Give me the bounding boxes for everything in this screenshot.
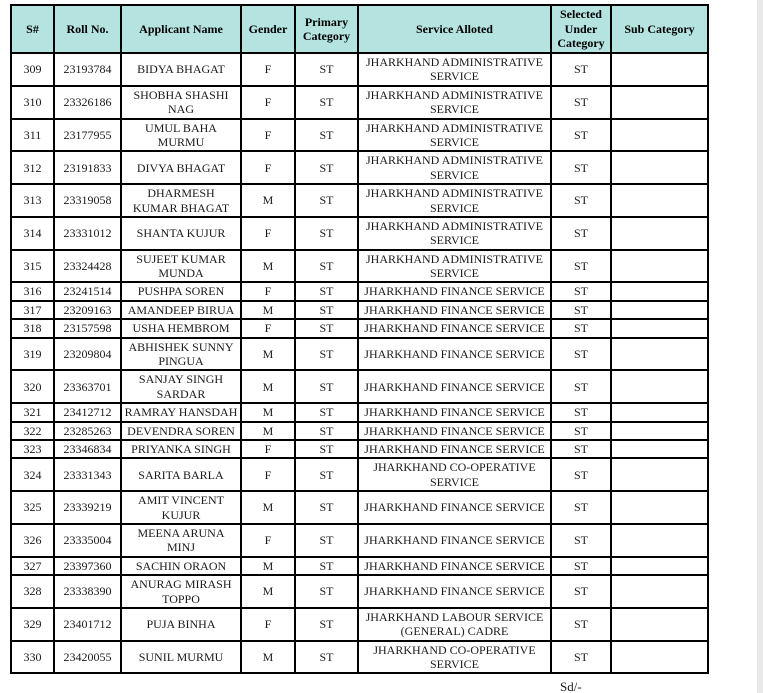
table-cell: ST <box>295 608 358 641</box>
results-table <box>10 4 709 674</box>
table-cell: ST <box>295 319 358 337</box>
column-header: S# <box>11 5 54 53</box>
table-cell: ST <box>551 370 611 403</box>
table-cell: ST <box>551 282 611 300</box>
table-row <box>11 282 708 300</box>
table-cell: JHARKHAND FINANCE SERVICE <box>358 282 551 300</box>
table-cell: JHARKHAND ADMINISTRATIVE SERVICE <box>358 53 551 86</box>
table-cell: BIDYA BHAGAT <box>121 53 241 86</box>
table-cell: JHARKHAND ADMINISTRATIVE SERVICE <box>358 184 551 217</box>
table-cell: 23177955 <box>54 119 121 152</box>
table-cell: AMIT VINCENT KUJUR <box>121 491 241 524</box>
table-cell <box>611 184 708 217</box>
table-cell: ST <box>295 282 358 300</box>
table-cell: JHARKHAND FINANCE SERVICE <box>358 403 551 421</box>
table-cell: ST <box>295 86 358 119</box>
column-header: Applicant Name <box>121 5 241 53</box>
table-row <box>11 301 708 319</box>
table-cell <box>611 217 708 250</box>
table-cell: ANURAG MIRASH TOPPO <box>121 575 241 608</box>
table-cell: M <box>241 575 295 608</box>
table-cell: 23193784 <box>54 53 121 86</box>
table-cell: PUJA BINHA <box>121 608 241 641</box>
table-cell: PRIYANKA SINGH <box>121 440 241 458</box>
table-cell: ST <box>551 217 611 250</box>
table-cell: ST <box>551 491 611 524</box>
table-row <box>11 557 708 575</box>
table-cell: M <box>241 403 295 421</box>
table-cell: 309 <box>11 53 54 86</box>
table-cell: F <box>241 440 295 458</box>
table-cell: 23324428 <box>54 250 121 283</box>
table-cell: 317 <box>11 301 54 319</box>
table-row <box>11 151 708 184</box>
table-cell: JHARKHAND FINANCE SERVICE <box>358 440 551 458</box>
table-cell: M <box>241 184 295 217</box>
table-cell <box>611 557 708 575</box>
table-cell: JHARKHAND FINANCE SERVICE <box>358 319 551 337</box>
table-cell <box>611 86 708 119</box>
table-cell: ST <box>295 151 358 184</box>
table-cell: ST <box>551 557 611 575</box>
table-row <box>11 338 708 371</box>
table-cell: 23157598 <box>54 319 121 337</box>
table-cell: ST <box>295 370 358 403</box>
table-cell <box>611 282 708 300</box>
table-cell: JHARKHAND LABOUR SERVICE (GENERAL) CADRE <box>358 608 551 641</box>
table-cell: ST <box>551 86 611 119</box>
table-cell: 319 <box>11 338 54 371</box>
table-cell <box>611 440 708 458</box>
table-header <box>11 5 708 53</box>
table-cell: 23401712 <box>54 608 121 641</box>
table-cell <box>611 641 708 674</box>
table-cell: MEENA ARUNA MINJ <box>121 524 241 557</box>
table-row <box>11 575 708 608</box>
table-cell: PUSHPA SOREN <box>121 282 241 300</box>
table-cell: ST <box>295 250 358 283</box>
table-cell: F <box>241 458 295 491</box>
table-cell: SHANTA KUJUR <box>121 217 241 250</box>
table-cell: 23209163 <box>54 301 121 319</box>
table-cell: 318 <box>11 319 54 337</box>
table-row <box>11 370 708 403</box>
table-cell: JHARKHAND CO-OPERATIVE SERVICE <box>358 641 551 674</box>
table-cell: 327 <box>11 557 54 575</box>
table-cell: JHARKHAND FINANCE SERVICE <box>358 557 551 575</box>
table-cell: 323 <box>11 440 54 458</box>
table-cell: 321 <box>11 403 54 421</box>
table-row <box>11 608 708 641</box>
table-cell: ST <box>295 301 358 319</box>
table-cell: 324 <box>11 458 54 491</box>
table-cell: ABHISHEK SUNNY PINGUA <box>121 338 241 371</box>
table-cell: 23191833 <box>54 151 121 184</box>
table-cell: ST <box>295 491 358 524</box>
table-cell: 23335004 <box>54 524 121 557</box>
table-cell: ST <box>551 458 611 491</box>
table-cell: 315 <box>11 250 54 283</box>
table-cell: ST <box>551 53 611 86</box>
table-cell: ST <box>295 557 358 575</box>
table-cell: AMANDEEP BIRUA <box>121 301 241 319</box>
table-cell: ST <box>551 151 611 184</box>
table-row <box>11 184 708 217</box>
table-cell: ST <box>295 524 358 557</box>
table-cell <box>611 370 708 403</box>
table-cell: ST <box>295 217 358 250</box>
table-row <box>11 524 708 557</box>
table-cell <box>611 250 708 283</box>
table-cell: DEVENDRA SOREN <box>121 422 241 440</box>
table-cell: ST <box>295 403 358 421</box>
table-cell: ST <box>551 338 611 371</box>
table-cell <box>611 524 708 557</box>
column-header: Roll No. <box>54 5 121 53</box>
table-cell: ST <box>551 119 611 152</box>
table-cell: 322 <box>11 422 54 440</box>
table-cell: F <box>241 608 295 641</box>
table-cell: 23285263 <box>54 422 121 440</box>
column-header: Primary Category <box>295 5 358 53</box>
column-header: Sub Category <box>611 5 708 53</box>
table-cell: DHARMESH KUMAR BHAGAT <box>121 184 241 217</box>
table-cell: JHARKHAND FINANCE SERVICE <box>358 422 551 440</box>
table-cell: M <box>241 301 295 319</box>
table-cell: 23339219 <box>54 491 121 524</box>
table-cell <box>611 491 708 524</box>
table-cell: 325 <box>11 491 54 524</box>
table-cell: ST <box>551 440 611 458</box>
table-cell <box>611 608 708 641</box>
table-cell: F <box>241 86 295 119</box>
table-cell <box>611 151 708 184</box>
table-cell: 23241514 <box>54 282 121 300</box>
table-cell <box>611 403 708 421</box>
table-row <box>11 422 708 440</box>
table-cell: ST <box>551 422 611 440</box>
signature-note: Sd/- <box>560 679 582 693</box>
table-body <box>11 53 708 673</box>
table-cell: F <box>241 319 295 337</box>
table-cell: M <box>241 557 295 575</box>
table-cell: F <box>241 119 295 152</box>
table-cell: 23319058 <box>54 184 121 217</box>
table-row <box>11 458 708 491</box>
table-cell: F <box>241 53 295 86</box>
table-cell: SUJEET KUMAR MUNDA <box>121 250 241 283</box>
table-cell <box>611 458 708 491</box>
table-cell: F <box>241 282 295 300</box>
table-cell: JHARKHAND ADMINISTRATIVE SERVICE <box>358 217 551 250</box>
table-cell: JHARKHAND FINANCE SERVICE <box>358 301 551 319</box>
table-cell <box>611 422 708 440</box>
table-cell: ST <box>551 250 611 283</box>
table-cell: SARITA BARLA <box>121 458 241 491</box>
table-cell: SHOBHA SHASHI NAG <box>121 86 241 119</box>
table-cell: ST <box>551 301 611 319</box>
table-cell: 314 <box>11 217 54 250</box>
table-cell: ST <box>295 119 358 152</box>
table-cell: 311 <box>11 119 54 152</box>
table-cell <box>611 575 708 608</box>
table-cell: ST <box>551 184 611 217</box>
column-header: Gender <box>241 5 295 53</box>
table-cell: SANJAY SINGH SARDAR <box>121 370 241 403</box>
table-cell: F <box>241 151 295 184</box>
table-cell: 320 <box>11 370 54 403</box>
table-cell <box>611 119 708 152</box>
page-edge-strip <box>757 0 763 693</box>
table-row <box>11 53 708 86</box>
table-cell: ST <box>551 403 611 421</box>
table-cell: JHARKHAND FINANCE SERVICE <box>358 338 551 371</box>
table-row <box>11 403 708 421</box>
table-cell: ST <box>295 575 358 608</box>
table-cell: M <box>241 491 295 524</box>
table-cell: ST <box>295 184 358 217</box>
table-cell: 23326186 <box>54 86 121 119</box>
table-cell: JHARKHAND FINANCE SERVICE <box>358 524 551 557</box>
table-cell: ST <box>551 641 611 674</box>
table-cell: 329 <box>11 608 54 641</box>
table-cell: JHARKHAND FINANCE SERVICE <box>358 491 551 524</box>
table-cell: SACHIN ORAON <box>121 557 241 575</box>
table-cell: ST <box>551 319 611 337</box>
table-cell: JHARKHAND ADMINISTRATIVE SERVICE <box>358 250 551 283</box>
table-cell: JHARKHAND ADMINISTRATIVE SERVICE <box>358 86 551 119</box>
table-cell: 313 <box>11 184 54 217</box>
table-cell <box>611 338 708 371</box>
table-row <box>11 641 708 674</box>
table-cell: 312 <box>11 151 54 184</box>
column-header: Selected Under Category <box>551 5 611 53</box>
table-cell: 23420055 <box>54 641 121 674</box>
table-cell: ST <box>295 641 358 674</box>
header-row <box>11 5 708 53</box>
table-cell: JHARKHAND ADMINISTRATIVE SERVICE <box>358 151 551 184</box>
table-cell: JHARKHAND CO-OPERATIVE SERVICE <box>358 458 551 491</box>
table-cell: JHARKHAND FINANCE SERVICE <box>358 575 551 608</box>
table-cell: DIVYA BHAGAT <box>121 151 241 184</box>
table-row <box>11 440 708 458</box>
table-cell: JHARKHAND ADMINISTRATIVE SERVICE <box>358 119 551 152</box>
table-cell: 316 <box>11 282 54 300</box>
table-cell <box>611 53 708 86</box>
table-cell: RAMRAY HANSDAH <box>121 403 241 421</box>
table-cell: ST <box>295 422 358 440</box>
table-row <box>11 86 708 119</box>
table-cell: 330 <box>11 641 54 674</box>
table-cell: ST <box>295 53 358 86</box>
table-cell: ST <box>551 524 611 557</box>
table-cell: F <box>241 524 295 557</box>
table-cell: M <box>241 641 295 674</box>
table-cell: ST <box>295 440 358 458</box>
table-cell: ST <box>295 458 358 491</box>
table-cell: 23209804 <box>54 338 121 371</box>
table-row <box>11 250 708 283</box>
table-cell: F <box>241 217 295 250</box>
table-cell <box>611 301 708 319</box>
table-cell: 23338390 <box>54 575 121 608</box>
table-cell: 310 <box>11 86 54 119</box>
table-cell: M <box>241 338 295 371</box>
table-cell: M <box>241 250 295 283</box>
table-row <box>11 319 708 337</box>
table-row <box>11 119 708 152</box>
table-cell: 23331343 <box>54 458 121 491</box>
table-cell: 23346834 <box>54 440 121 458</box>
table-cell: 23412712 <box>54 403 121 421</box>
table-cell: M <box>241 422 295 440</box>
table-cell: ST <box>551 608 611 641</box>
table-cell: SUNIL MURMU <box>121 641 241 674</box>
table-cell: 326 <box>11 524 54 557</box>
table-cell: USHA HEMBROM <box>121 319 241 337</box>
table-row <box>11 217 708 250</box>
column-header: Service Alloted <box>358 5 551 53</box>
table-cell: UMUL BAHA MURMU <box>121 119 241 152</box>
table-row <box>11 491 708 524</box>
table-cell: 23397360 <box>54 557 121 575</box>
table-cell: 23331012 <box>54 217 121 250</box>
table-cell <box>611 319 708 337</box>
table-cell: 328 <box>11 575 54 608</box>
table-cell: JHARKHAND FINANCE SERVICE <box>358 370 551 403</box>
table-cell: M <box>241 370 295 403</box>
table-cell: ST <box>295 338 358 371</box>
table-cell: 23363701 <box>54 370 121 403</box>
table-cell: ST <box>551 575 611 608</box>
